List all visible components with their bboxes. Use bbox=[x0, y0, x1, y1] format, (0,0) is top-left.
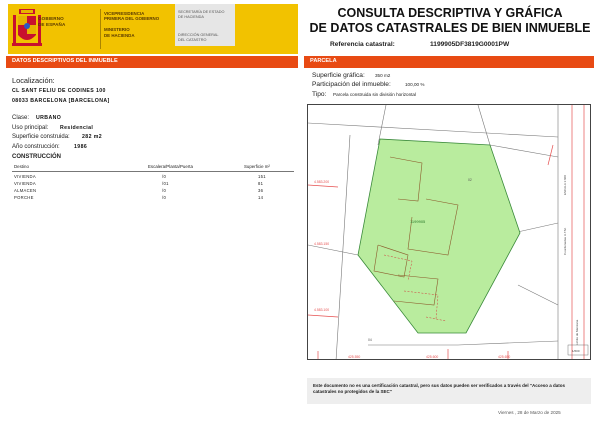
svg-text:ESCALA 1:600: ESCALA 1:600 bbox=[563, 174, 567, 195]
svg-text:425.600: 425.600 bbox=[426, 355, 439, 359]
cadastral-ref-label: Referencia catastral: bbox=[330, 41, 395, 48]
year-value: 1986 bbox=[74, 144, 88, 150]
construction-title: CONSTRUCCIÓN bbox=[12, 154, 61, 160]
left-bar-underline bbox=[6, 67, 298, 68]
svg-text:1/600: 1/600 bbox=[572, 349, 580, 353]
direction-label: DIRECCIÓN GENERAL DEL CATASTRO bbox=[178, 33, 219, 42]
svg-text:4.583.100: 4.583.100 bbox=[314, 308, 330, 312]
header-divider bbox=[100, 9, 101, 49]
use-label: Uso principal: bbox=[12, 125, 49, 131]
cadastral-map bbox=[307, 104, 591, 360]
document-title bbox=[305, 6, 595, 36]
class-label: Clase: bbox=[12, 115, 30, 121]
row-1-planta: /0 bbox=[162, 174, 167, 179]
row-4-planta: /0 bbox=[162, 195, 167, 200]
use-value: Residencial bbox=[60, 125, 94, 131]
address-line-2: 08033 BARCELONA [BARCELONA] bbox=[12, 98, 110, 104]
location-label: Localización: bbox=[12, 76, 55, 85]
svg-text:4.583.150: 4.583.150 bbox=[314, 242, 330, 246]
svg-text:1199905: 1199905 bbox=[410, 219, 426, 224]
row-2-superficie: 81 bbox=[258, 181, 264, 186]
row-3-destino: ALMACEN bbox=[14, 188, 37, 193]
built-area-label: Superficie construida: bbox=[12, 134, 70, 140]
row-3-planta: /0 bbox=[162, 188, 167, 193]
svg-text:04: 04 bbox=[368, 338, 372, 342]
built-area-value: 282 m2 bbox=[82, 134, 102, 140]
svg-text:Limite de Manzana: Limite de Manzana bbox=[575, 319, 579, 345]
svg-text:425.550: 425.550 bbox=[348, 355, 361, 359]
parcel-header: PARCELA bbox=[304, 56, 594, 67]
ministry-label: VICEPRESIDENCIA PRIMERA DEL GOBIERNO MINISTERIO DE HACIENDA bbox=[104, 11, 160, 38]
svg-text:Coordenadas U.T.M.: Coordenadas U.T.M. bbox=[563, 227, 567, 255]
row-4-superficie: 14 bbox=[258, 195, 264, 200]
type-label: Tipo: bbox=[312, 91, 327, 98]
title-line-2: DE DATOS CATASTRALES DE BIEN INMUEBLE bbox=[309, 21, 591, 35]
graphic-area-label: Superficie gráfica: bbox=[312, 72, 365, 79]
parcel-polygon bbox=[358, 139, 520, 333]
row-1-superficie: 151 bbox=[258, 174, 266, 179]
col-header-superficie: Superficie m² bbox=[244, 164, 270, 169]
date-label: Viernes , 28 de Marzo de 2025 bbox=[498, 410, 561, 415]
table-divider bbox=[12, 171, 294, 172]
map-drawing bbox=[308, 105, 591, 360]
svg-text:425.650: 425.650 bbox=[498, 355, 511, 359]
coat-of-arms-icon bbox=[12, 9, 42, 49]
col-header-planta: Escalera/Planta/Puerta bbox=[148, 164, 193, 169]
participation-label: Participación del inmueble: bbox=[312, 81, 391, 88]
row-2-destino: VIVIENDA bbox=[14, 181, 36, 186]
cadastral-ref-value: 1199905DF3819G0001PW bbox=[430, 41, 510, 48]
row-1-destino: VIVIENDA bbox=[14, 174, 36, 179]
svg-text:02: 02 bbox=[468, 178, 472, 182]
government-of-spain-label: GOBIERNO DE ESPAÑA bbox=[38, 16, 66, 27]
class-value: URBANO bbox=[36, 115, 62, 121]
address-line-1: CL SANT FELIU DE CODINES 100 bbox=[12, 88, 106, 94]
row-4-destino: PORCHE bbox=[14, 195, 34, 200]
year-label: Año construcción: bbox=[12, 144, 60, 150]
row-2-planta: /01 bbox=[162, 181, 169, 186]
title-line-1: CONSULTA DESCRIPTIVA Y GRÁFICA bbox=[337, 6, 563, 20]
disclaimer-text: Este documento no es una certificación catastral, pero sus datos pueden ser verificados a través del "Acceso a datos catastrales no protegidos de la SEC" bbox=[313, 383, 565, 395]
participation-value: 100,00 % bbox=[405, 82, 425, 87]
descriptive-data-header: DATOS DESCRIPTIVOS DEL INMUEBLE bbox=[6, 56, 298, 67]
graphic-area-value: 350 m2 bbox=[375, 73, 391, 78]
secretary-label: SECRETARÍA DE ESTADO DE HACIENDA bbox=[178, 10, 225, 19]
col-header-destino: Destino bbox=[14, 164, 29, 169]
row-3-superficie: 36 bbox=[258, 188, 264, 193]
svg-text:4.583.200: 4.583.200 bbox=[314, 180, 330, 184]
right-bar-underline bbox=[304, 67, 594, 68]
type-value: Parcela construida sin división horizontal bbox=[333, 92, 416, 97]
